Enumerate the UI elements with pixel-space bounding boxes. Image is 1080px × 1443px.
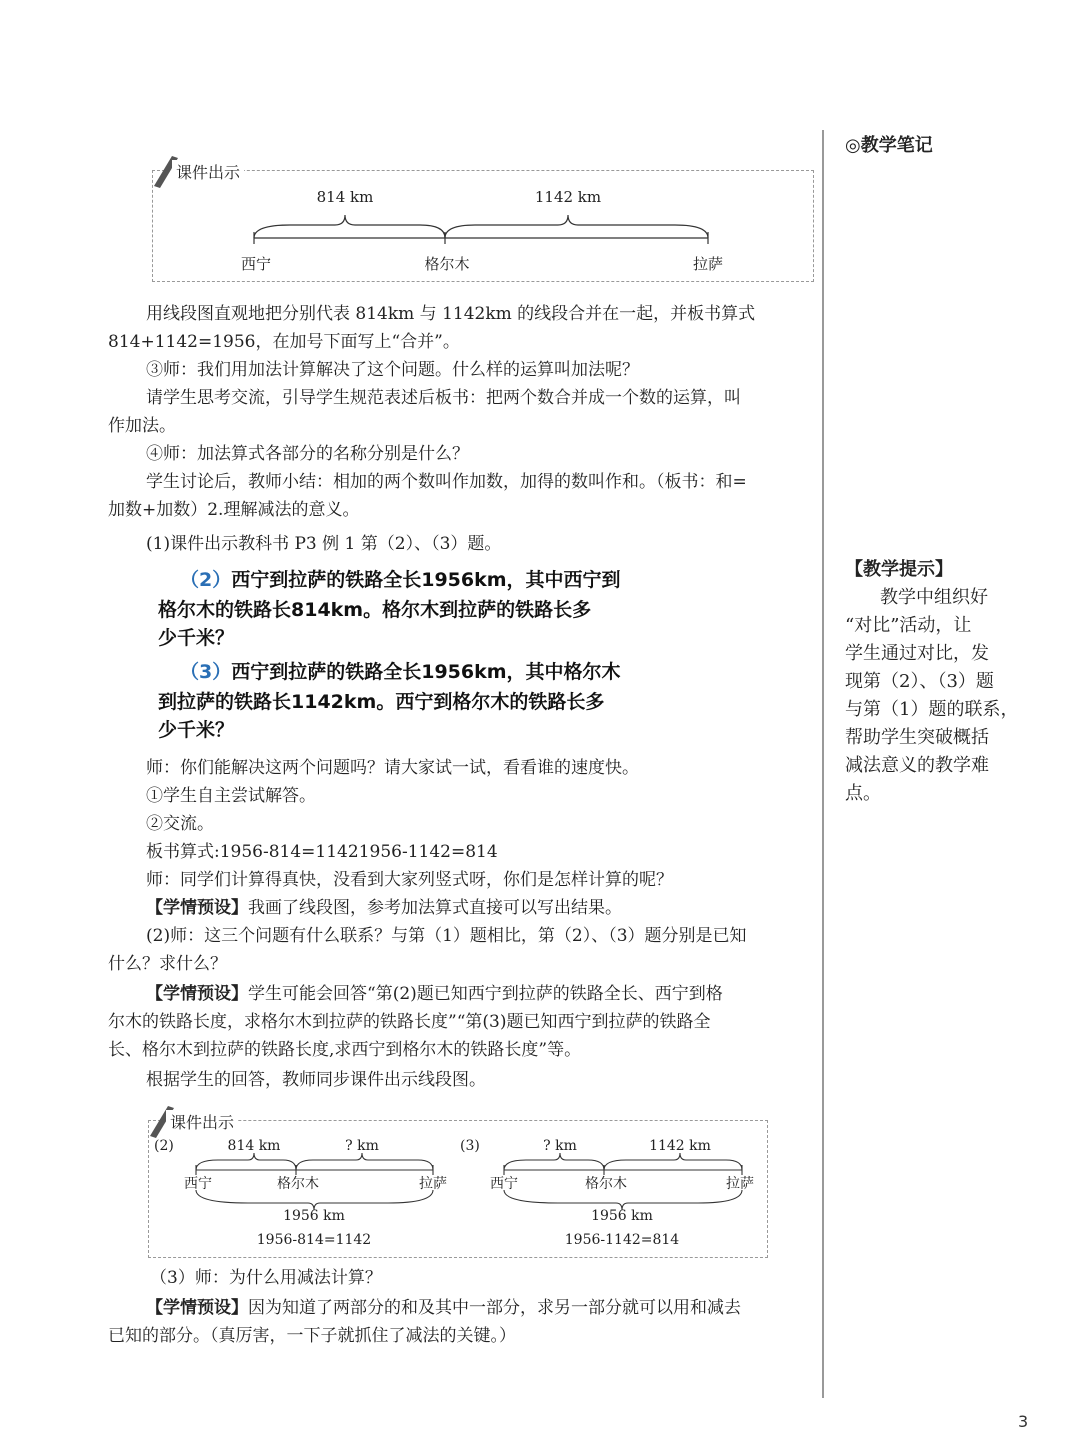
problem-line: 到拉萨的铁路长1142km。西宁到格尔木的铁路长多 bbox=[158, 691, 605, 713]
preset-label: 【学情预设】 bbox=[146, 1298, 248, 1318]
paragraph-line: 什么？求什么？ bbox=[108, 954, 227, 974]
problem-line: 少千米？ bbox=[158, 627, 235, 649]
problem-line: 西宁到拉萨的铁路全长1956km，其中西宁到 bbox=[231, 569, 621, 591]
brace-right bbox=[445, 215, 708, 238]
paragraph-line: ①学生自主尝试解答。 bbox=[146, 786, 316, 806]
tip-line: 现第（2）、（3）题 bbox=[845, 671, 994, 692]
paragraph-line: 板书算式:1956-814=11421956-1142=814 bbox=[146, 842, 498, 862]
place-label: 拉萨 bbox=[726, 1176, 754, 1192]
tip-title: 【教学提示】 bbox=[845, 559, 953, 580]
place-label: 拉萨 bbox=[419, 1176, 447, 1192]
paragraph-line: 用线段图直观地把分别代表 814km 与 1142km 的线段合并在一起，并板书算式 bbox=[146, 304, 756, 324]
paragraph-line: （3）师：为什么用减法计算？ bbox=[150, 1268, 382, 1288]
preset-text: 我画了线段图，参考加法算式直接可以写出结果。 bbox=[248, 898, 622, 918]
problem-number: （3） bbox=[180, 661, 232, 683]
paragraph-line: 长、格尔木到拉萨的铁路长度,求西宁到格尔木的铁路长度”等。 bbox=[108, 1040, 582, 1060]
seg-label: 814 km bbox=[227, 1138, 281, 1154]
preset-text: 因为知道了两部分的和及其中一部分，求另一部分就可以用和减去 bbox=[248, 1298, 741, 1318]
paragraph-line: 根据学生的回答，教师同步课件出示线段图。 bbox=[146, 1070, 486, 1090]
sidebar-divider bbox=[822, 130, 824, 1398]
tip-line: 学生通过对比，发 bbox=[845, 643, 989, 664]
problem-line: 西宁到拉萨的铁路全长1956km，其中格尔木 bbox=[231, 661, 621, 683]
preset-label: 【学情预设】 bbox=[146, 984, 248, 1004]
tip-line: 教学中组织好 bbox=[880, 587, 988, 608]
paragraph-line: (2)师：这三个问题有什么联系？与第（1）题相比，第（2）、（3）题分别是已知 bbox=[146, 926, 747, 946]
place-xining: 西宁 bbox=[240, 255, 272, 273]
paragraph-line: 师：你们能解决这两个问题吗？请大家试一试，看看谁的速度快。 bbox=[146, 758, 639, 778]
problem-number: （2） bbox=[180, 569, 232, 591]
paragraph-line: 尔木的铁路长度，求格尔木到拉萨的铁路长度”“第(3)题已知西宁到拉萨的铁路全 bbox=[108, 1012, 711, 1032]
tip-line: 帮助学生突破概括 bbox=[845, 727, 989, 748]
brace-left bbox=[254, 215, 445, 238]
seg-label: 1142 km bbox=[649, 1138, 711, 1154]
segment-diagram-1 bbox=[230, 180, 750, 280]
seg-label-1142: 1142 km bbox=[534, 188, 602, 206]
paragraph-line: ②交流。 bbox=[146, 814, 214, 834]
place-lasa: 拉萨 bbox=[692, 255, 724, 273]
equation: 1956-814=1142 bbox=[256, 1232, 372, 1248]
problem-line: 格尔木的铁路长814km。格尔木到拉萨的铁路长多 bbox=[158, 599, 592, 621]
paragraph-line: 已知的部分。（真厉害，一下子就抓住了减法的关键。） bbox=[108, 1326, 516, 1346]
page-number: 3 bbox=[1018, 1412, 1029, 1431]
problem-line: 少千米？ bbox=[158, 719, 235, 741]
tip-line: 点。 bbox=[845, 783, 881, 804]
diagram-num-2: (2) bbox=[154, 1138, 174, 1154]
place-label: 西宁 bbox=[490, 1176, 518, 1192]
equation: 1956-1142=814 bbox=[564, 1232, 680, 1248]
paragraph-line: 加数+加数）2.理解减法的意义。 bbox=[108, 500, 360, 520]
paragraph-line: 师：同学们计算得真快，没看到大家列竖式呀，你们是怎样计算的呢？ bbox=[146, 870, 673, 890]
segment-diagrams-2-3 bbox=[148, 1128, 766, 1256]
paragraph-line: ③师：我们用加法计算解决了这个问题。什么样的运算叫加法呢？ bbox=[146, 360, 639, 380]
tip-line: 与第（1）题的联系， bbox=[845, 699, 1019, 720]
seg-label: ? km bbox=[345, 1138, 379, 1154]
preset-text: 学生可能会回答“第(2)题已知西宁到拉萨的铁路全长、西宁到格 bbox=[248, 984, 723, 1004]
paragraph-line: 作加法。 bbox=[108, 416, 176, 436]
seg-label: ? km bbox=[543, 1138, 577, 1154]
seg-label-814: 814 km bbox=[316, 188, 374, 206]
paragraph-line: ④师：加法算式各部分的名称分别是什么？ bbox=[146, 444, 469, 464]
courseware-label-2: 课件出示 bbox=[166, 1110, 238, 1133]
place-label: 西宁 bbox=[184, 1176, 212, 1192]
total-label: 1956 km bbox=[591, 1208, 653, 1224]
tip-line: “对比”活动，让 bbox=[845, 615, 972, 636]
total-label: 1956 km bbox=[283, 1208, 345, 1224]
paragraph-line: 请学生思考交流，引导学生规范表述后板书：把两个数合并成一个数的运算，叫 bbox=[146, 388, 741, 408]
courseware-label-1: 课件出示 bbox=[172, 160, 244, 183]
place-geermu: 格尔木 bbox=[424, 255, 470, 273]
preset-label: 【学情预设】 bbox=[146, 898, 248, 918]
place-label: 格尔木 bbox=[585, 1176, 627, 1192]
diagram-num-3: (3) bbox=[460, 1138, 480, 1154]
paragraph-line: (1)课件出示教科书 P3 例 1 第（2）、（3）题。 bbox=[146, 534, 502, 554]
paragraph-line: 学生讨论后，教师小结：相加的两个数叫作加数，加得的数叫作和。（板书：和= bbox=[146, 472, 747, 492]
place-label: 格尔木 bbox=[277, 1176, 319, 1192]
notes-title: ◎教学笔记 bbox=[845, 135, 933, 156]
paragraph-line: 814+1142=1956，在加号下面写上“合并”。 bbox=[108, 332, 460, 352]
tip-line: 减法意义的教学难 bbox=[845, 755, 989, 776]
